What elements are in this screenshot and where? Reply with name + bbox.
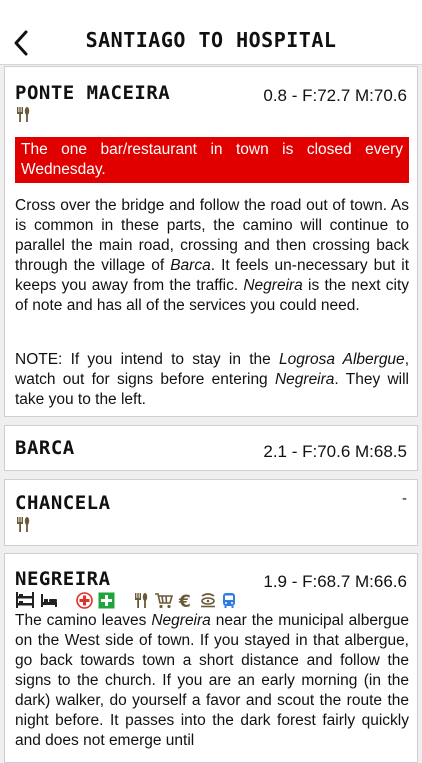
text-segment: , watch out for signs before entering <box>15 351 409 388</box>
description-paragraph <box>15 611 409 751</box>
service-icons <box>15 591 236 609</box>
text-segment: NOTE: If you intend to stay in the <box>15 351 279 368</box>
medical-cross-icon <box>76 592 93 609</box>
shopping-cart-icon <box>154 592 173 609</box>
restaurant-icon <box>15 516 31 533</box>
text-segment: is the next city of note and has all of the services you could need. <box>15 277 410 314</box>
hotel-bed-icon <box>40 592 58 608</box>
town-card-chancela[interactable] <box>4 479 418 546</box>
bus-icon <box>222 592 236 609</box>
place-name-italic: Logrosa Albergue <box>278 351 405 368</box>
text-segment: . It feels un-necessary but it keeps you away from the traffic. <box>15 257 409 294</box>
town-name: PONTE MACEIRA <box>15 82 171 104</box>
place-name-italic: Negreira <box>274 371 335 388</box>
restaurant-icon <box>15 106 31 123</box>
page-title: SANTIAGO TO HOSPITAL <box>85 28 337 52</box>
service-icons <box>15 105 31 123</box>
town-card-ponte-maceira[interactable] <box>4 66 418 417</box>
text-segment: near the municipal albergue on the West side of town. If you stayed in that albergue, go back towards town a short distance and follow the signs to the church. If you are an early morning (in the dark) walker, do yourself a favor and scout the route the night before. It passes into the dark forest fairly quickly and does not emerge until <box>15 612 409 749</box>
text-segment: Cross over the bridge and follow the road out of town. As is common in these parts, the camino will continue to parallel the main road, crossing and then crossing back through the village of <box>15 197 409 274</box>
town-name: NEGREIRA <box>15 568 111 590</box>
town-distance: 1.9 - F:68.7 M:66.6 <box>263 572 407 591</box>
restaurant-icon <box>133 592 149 609</box>
town-name: BARCA <box>15 437 75 459</box>
town-distance: 0.8 - F:72.7 M:70.6 <box>263 86 407 105</box>
pharmacy-icon <box>98 592 115 609</box>
note-paragraph <box>15 350 409 410</box>
town-distance: 2.1 - F:70.6 M:68.5 <box>263 442 407 461</box>
post-office-icon <box>199 592 217 609</box>
town-card-barca[interactable] <box>4 425 418 471</box>
albergue-bunk-icon <box>15 592 35 608</box>
description-paragraph <box>15 196 409 316</box>
place-name-italic: Negreira <box>243 277 303 294</box>
text-segment: . They will take you to the left. <box>15 371 409 408</box>
town-card-negreira[interactable] <box>4 553 418 763</box>
place-name-italic: Negreira <box>151 612 211 629</box>
svg-text:€: € <box>179 591 191 609</box>
closure-alert: The one bar/restaurant in town is closed every Wednesday. <box>15 137 409 183</box>
top-bar <box>0 0 422 65</box>
town-name: CHANCELA <box>15 492 111 514</box>
service-icons <box>15 515 31 533</box>
place-name-italic: Barca <box>170 257 211 274</box>
text-segment: The camino leaves <box>15 612 152 629</box>
town-distance: - <box>402 490 407 507</box>
atm-euro-icon <box>178 592 194 609</box>
